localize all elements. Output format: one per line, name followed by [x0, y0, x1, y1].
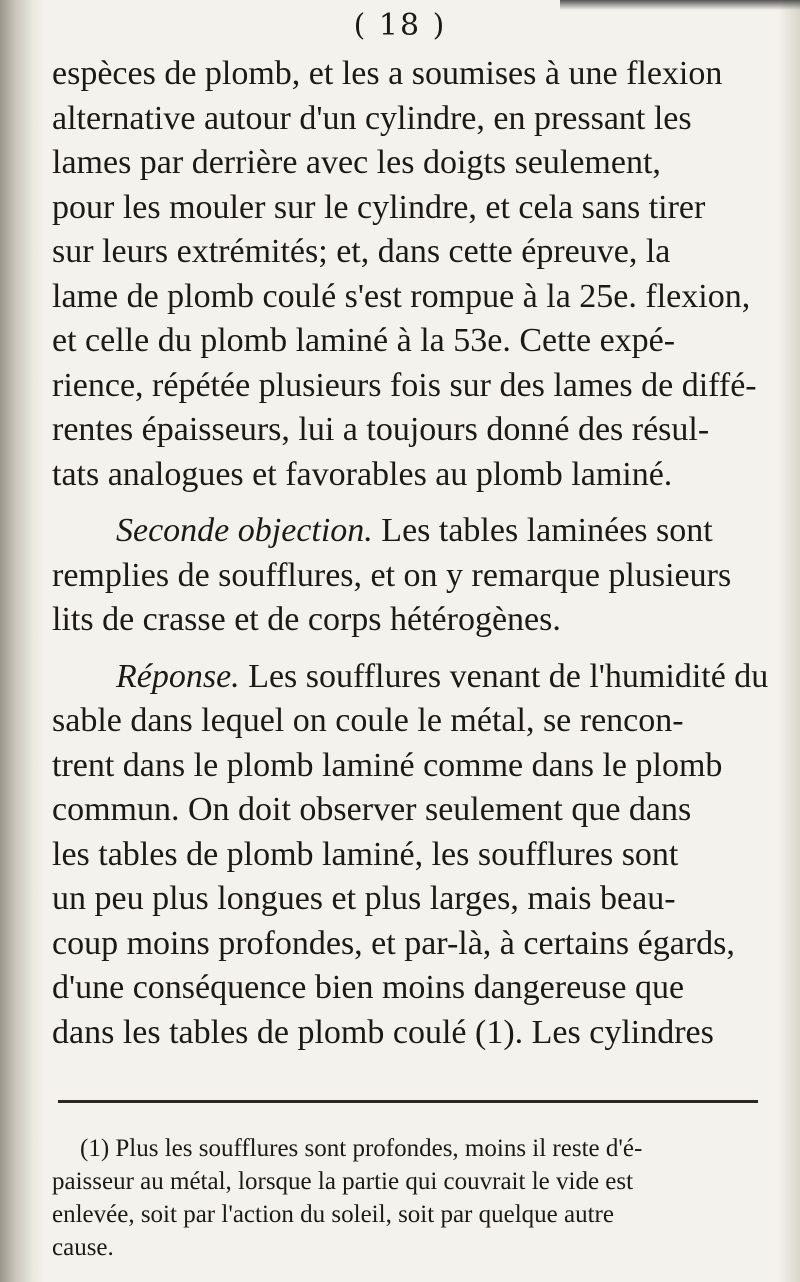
page-right-edge — [778, 0, 800, 1282]
text-line: commun. On doit observer seulement que dans — [52, 791, 692, 828]
text-line: lame de plomb coulé s'est rompue à la 25e. flexion, — [52, 277, 751, 315]
body-text — [52, 52, 770, 1055]
footnote-line: enlevée, soit par l'action du soleil, soit par quelque autre — [52, 1201, 614, 1228]
text-line: rience, répétée plusieurs fois sur des lames de diffé- — [52, 366, 757, 404]
objection-text: Les tables laminées sont — [372, 512, 713, 549]
text-line: tats analogues et favorables au plomb laminé. — [52, 455, 673, 493]
text-line: lames par derrière avec les doigts seulement, — [52, 144, 661, 181]
text-line: sable dans lequel on coule le métal, se rencon- — [52, 702, 684, 739]
text-line: pour les mouler sur le cylindre, et cela sans tirer — [52, 188, 706, 226]
footnote-line: paisseur au métal, lorsque la partie qui couvrait le vide est — [52, 1168, 634, 1195]
response-heading: Réponse. — [116, 657, 240, 695]
paragraph-1 — [52, 52, 770, 497]
text-line: un peu plus longues et plus larges, mais beau- — [52, 880, 676, 917]
footnote-line: (1) Plus les soufflures sont profondes, moins il reste d'é- — [80, 1135, 643, 1162]
text-line: lits de crasse et de corps hétérogènes. — [52, 601, 561, 638]
text-line: et celle du plomb laminé à la 53e. Cette expé- — [52, 322, 676, 359]
text-line: espèces de plomb, et les a soumises à une flexion — [52, 55, 723, 92]
text-line — [52, 509, 770, 554]
text-line: d'une conséquence bien moins dangereuse que — [52, 969, 685, 1006]
text-line: les tables de plomb laminé, les soufflures sont — [52, 835, 679, 873]
page-number: ( 18 ) — [353, 8, 447, 43]
text-line: dans les tables de plomb coulé (1). Les cylindres — [52, 1013, 714, 1051]
text-line: trent dans le plomb laminé comme dans le plomb — [52, 746, 723, 784]
footnote-divider — [58, 1100, 758, 1103]
paragraph-2 — [52, 509, 770, 643]
text-line: coup moins profondes, et par-là, à certains égards, — [52, 924, 735, 962]
footnote-line: cause. — [52, 1234, 114, 1261]
text-line — [52, 655, 770, 700]
footnote — [52, 1132, 770, 1264]
page-binding-shadow — [0, 0, 44, 1282]
text-line: alternative autour d'un cylindre, en pressant les — [52, 99, 692, 137]
objection-heading: Seconde objection. — [116, 512, 373, 549]
text-line: rentes épaisseurs, lui a toujours donné des résul- — [52, 411, 710, 448]
response-text: Les soufflures venant de l'humidité du — [239, 657, 769, 695]
text-line: sur leurs extrémités; et, dans cette épreuve, la — [52, 233, 671, 270]
paragraph-3 — [52, 655, 770, 1056]
text-line: remplies de soufflures, et on y remarque plusieurs — [52, 556, 732, 594]
